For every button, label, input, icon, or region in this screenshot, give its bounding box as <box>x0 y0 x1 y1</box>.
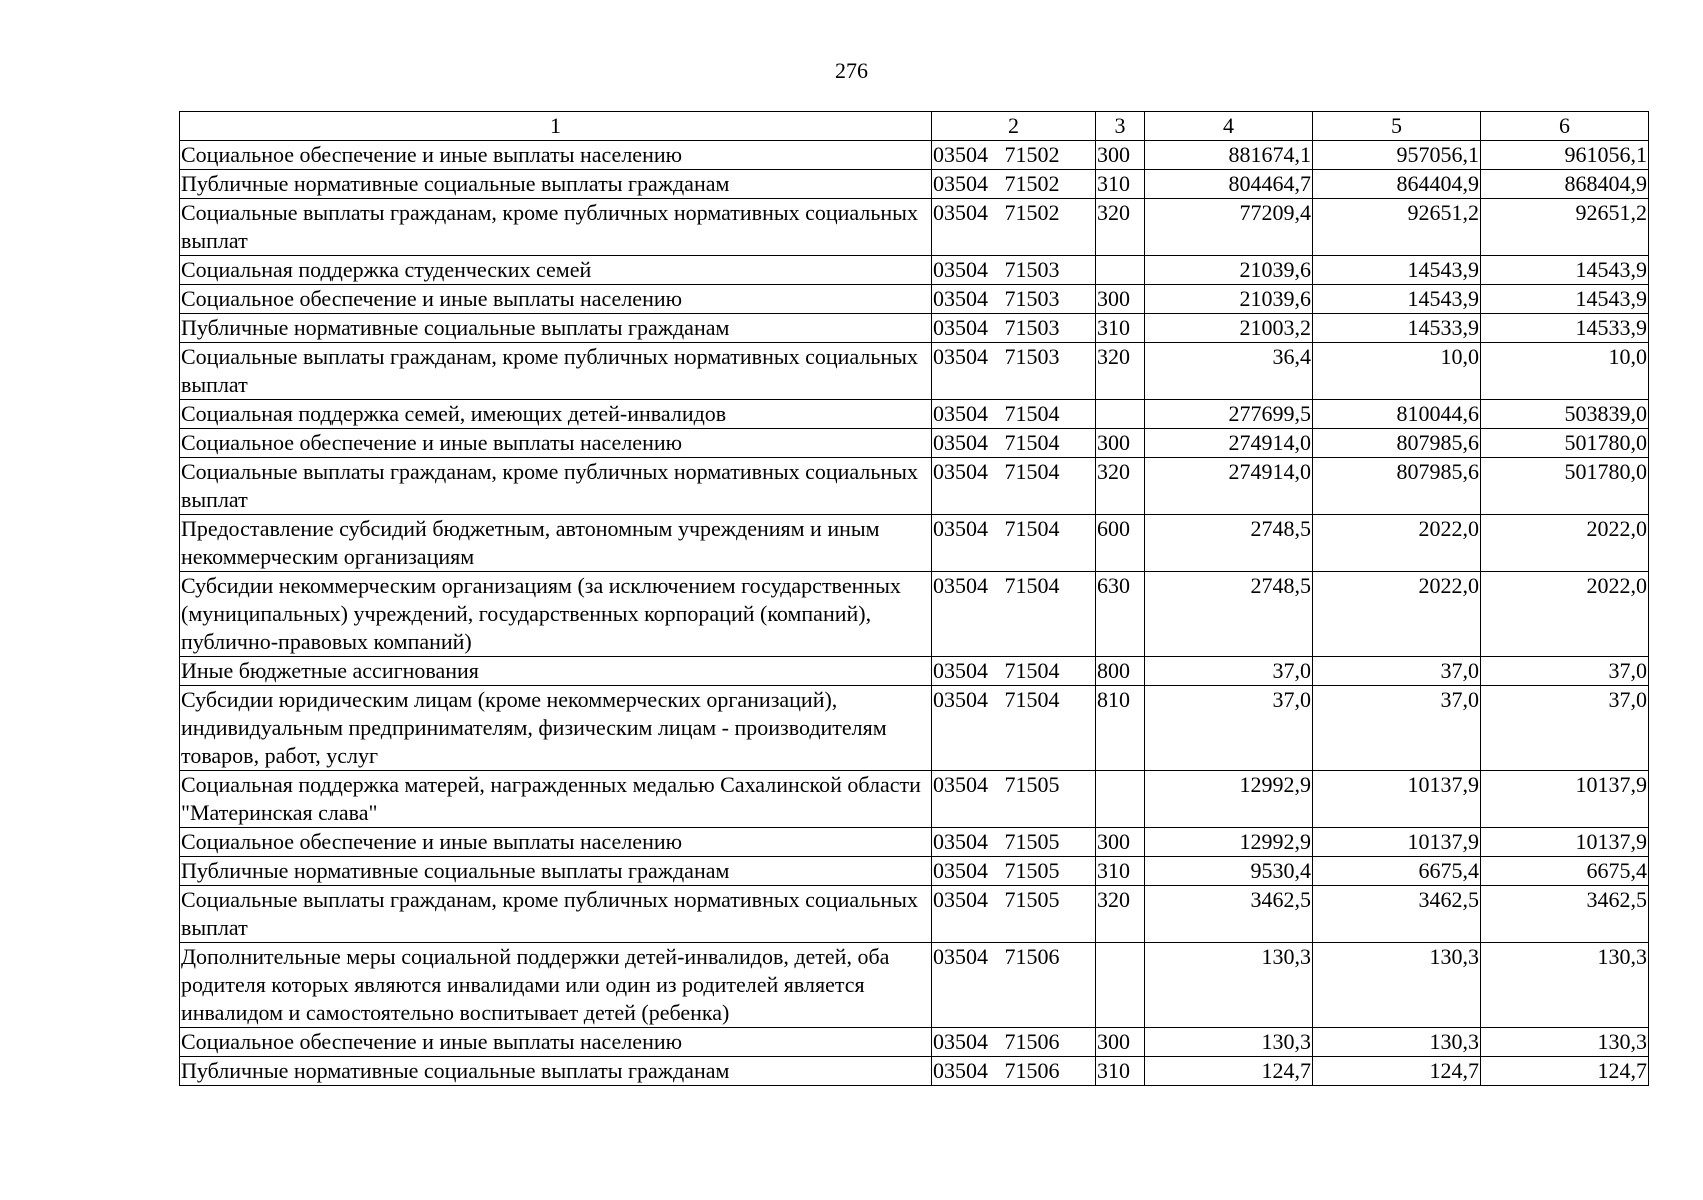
budget-code: 03504 71505 <box>932 857 1096 886</box>
table-row <box>180 141 1649 170</box>
budget-code: 03504 71504 <box>932 686 1096 771</box>
amount-col-6: 10137,9 <box>1481 828 1649 857</box>
amount-col-6: 14533,9 <box>1481 314 1649 343</box>
amount-col-5: 14543,9 <box>1313 256 1481 285</box>
budget-code: 03504 71504 <box>932 458 1096 515</box>
expense-type: 320 <box>1096 199 1145 256</box>
item-name: Социальное обеспечение и иные выплаты населению <box>180 828 932 857</box>
amount-col-4: 21039,6 <box>1145 285 1313 314</box>
amount-col-4: 3462,5 <box>1145 886 1313 943</box>
budget-code: 03504 71504 <box>932 400 1096 429</box>
amount-col-5: 807985,6 <box>1313 458 1481 515</box>
amount-col-6: 2022,0 <box>1481 572 1649 657</box>
budget-code: 03504 71502 <box>932 170 1096 199</box>
amount-col-5: 130,3 <box>1313 943 1481 1028</box>
table-row <box>180 343 1649 400</box>
expense-type: 300 <box>1096 429 1145 458</box>
item-name: Субсидии некоммерческим организациям (за исключением государственных (муниципальных) учреждений, государственных корпораций (компаний), публично-правовых компаний) <box>180 572 932 657</box>
amount-col-4: 130,3 <box>1145 1028 1313 1057</box>
expense-type: 320 <box>1096 458 1145 515</box>
budget-code: 03504 71503 <box>932 256 1096 285</box>
item-name: Социальная поддержка студенческих семей <box>180 256 932 285</box>
header-row <box>180 112 1649 141</box>
item-name: Публичные нормативные социальные выплаты гражданам <box>180 314 932 343</box>
item-name: Предоставление субсидий бюджетным, автономным учреждениям и иным некоммерческим организациям <box>180 515 932 572</box>
amount-col-6: 130,3 <box>1481 943 1649 1028</box>
amount-col-4: 130,3 <box>1145 943 1313 1028</box>
expense-type: 800 <box>1096 657 1145 686</box>
amount-col-5: 6675,4 <box>1313 857 1481 886</box>
header-cell-6: 6 <box>1481 112 1649 141</box>
budget-code: 03504 71505 <box>932 771 1096 828</box>
table-row <box>180 572 1649 657</box>
expense-type <box>1096 943 1145 1028</box>
amount-col-6: 92651,2 <box>1481 199 1649 256</box>
header-cell-5: 5 <box>1313 112 1481 141</box>
table-body <box>180 141 1649 1086</box>
amount-col-4: 274914,0 <box>1145 429 1313 458</box>
amount-col-5: 14533,9 <box>1313 314 1481 343</box>
budget-code: 03504 71502 <box>932 199 1096 256</box>
amount-col-4: 124,7 <box>1145 1057 1313 1086</box>
item-name: Иные бюджетные ассигнования <box>180 657 932 686</box>
table-row <box>180 857 1649 886</box>
expense-type: 300 <box>1096 828 1145 857</box>
item-name: Социальное обеспечение и иные выплаты населению <box>180 1028 932 1057</box>
amount-col-4: 77209,4 <box>1145 199 1313 256</box>
amount-col-6: 130,3 <box>1481 1028 1649 1057</box>
amount-col-6: 14543,9 <box>1481 256 1649 285</box>
expense-type: 600 <box>1096 515 1145 572</box>
amount-col-6: 501780,0 <box>1481 458 1649 515</box>
expense-type: 300 <box>1096 141 1145 170</box>
budget-code: 03504 71506 <box>932 1057 1096 1086</box>
expense-type <box>1096 256 1145 285</box>
amount-col-4: 37,0 <box>1145 657 1313 686</box>
amount-col-6: 6675,4 <box>1481 857 1649 886</box>
amount-col-4: 37,0 <box>1145 686 1313 771</box>
table-row <box>180 199 1649 256</box>
table-row <box>180 943 1649 1028</box>
table-row <box>180 285 1649 314</box>
amount-col-5: 10,0 <box>1313 343 1481 400</box>
amount-col-6: 501780,0 <box>1481 429 1649 458</box>
item-name: Социальное обеспечение и иные выплаты населению <box>180 429 932 458</box>
table-row <box>180 686 1649 771</box>
amount-col-4: 9530,4 <box>1145 857 1313 886</box>
table-row <box>180 314 1649 343</box>
budget-code: 03504 71505 <box>932 886 1096 943</box>
item-name: Социальная поддержка семей, имеющих детей-инвалидов <box>180 400 932 429</box>
expense-type <box>1096 400 1145 429</box>
amount-col-5: 37,0 <box>1313 657 1481 686</box>
table-row <box>180 1028 1649 1057</box>
amount-col-4: 277699,5 <box>1145 400 1313 429</box>
item-name: Публичные нормативные социальные выплаты гражданам <box>180 170 932 199</box>
table-row <box>180 458 1649 515</box>
item-name: Субсидии юридическим лицам (кроме некоммерческих организаций), индивидуальным предпринимателям, физическим лицам - производителям товаров, работ, услуг <box>180 686 932 771</box>
amount-col-5: 3462,5 <box>1313 886 1481 943</box>
expense-type: 310 <box>1096 314 1145 343</box>
item-name: Социальные выплаты гражданам, кроме публичных нормативных социальных выплат <box>180 343 932 400</box>
table-row <box>180 1057 1649 1086</box>
amount-col-6: 124,7 <box>1481 1057 1649 1086</box>
amount-col-4: 21039,6 <box>1145 256 1313 285</box>
budget-table <box>179 111 1649 1086</box>
page-number: 276 <box>835 58 868 83</box>
item-name: Социальное обеспечение и иные выплаты населению <box>180 285 932 314</box>
amount-col-6: 2022,0 <box>1481 515 1649 572</box>
amount-col-5: 2022,0 <box>1313 572 1481 657</box>
amount-col-6: 503839,0 <box>1481 400 1649 429</box>
budget-code: 03504 71506 <box>932 943 1096 1028</box>
table-row <box>180 170 1649 199</box>
budget-code: 03504 71504 <box>932 657 1096 686</box>
amount-col-6: 868404,9 <box>1481 170 1649 199</box>
expense-type: 310 <box>1096 1057 1145 1086</box>
amount-col-5: 864404,9 <box>1313 170 1481 199</box>
amount-col-4: 2748,5 <box>1145 515 1313 572</box>
item-name: Социальные выплаты гражданам, кроме публичных нормативных социальных выплат <box>180 458 932 515</box>
amount-col-4: 804464,7 <box>1145 170 1313 199</box>
expense-type: 320 <box>1096 343 1145 400</box>
amount-col-5: 37,0 <box>1313 686 1481 771</box>
budget-code: 03504 71502 <box>932 141 1096 170</box>
expense-type: 300 <box>1096 1028 1145 1057</box>
amount-col-4: 12992,9 <box>1145 771 1313 828</box>
amount-col-6: 37,0 <box>1481 686 1649 771</box>
amount-col-4: 36,4 <box>1145 343 1313 400</box>
item-name: Социальные выплаты гражданам, кроме публичных нормативных социальных выплат <box>180 886 932 943</box>
budget-code: 03504 71506 <box>932 1028 1096 1057</box>
amount-col-5: 10137,9 <box>1313 771 1481 828</box>
expense-type: 300 <box>1096 285 1145 314</box>
amount-col-6: 3462,5 <box>1481 886 1649 943</box>
budget-code: 03504 71503 <box>932 314 1096 343</box>
amount-col-5: 957056,1 <box>1313 141 1481 170</box>
header-cell-4: 4 <box>1145 112 1313 141</box>
budget-code: 03504 71503 <box>932 343 1096 400</box>
table-row <box>180 256 1649 285</box>
item-name: Дополнительные меры социальной поддержки детей-инвалидов, детей, оба родителя которых являются инвалидами или один из родителей является инвалидом и самостоятельно воспитывает детей (ребенка) <box>180 943 932 1028</box>
table-row <box>180 828 1649 857</box>
expense-type: 630 <box>1096 572 1145 657</box>
budget-code: 03504 71504 <box>932 515 1096 572</box>
amount-col-5: 14543,9 <box>1313 285 1481 314</box>
amount-col-5: 807985,6 <box>1313 429 1481 458</box>
amount-col-5: 2022,0 <box>1313 515 1481 572</box>
header-cell-1: 1 <box>180 112 932 141</box>
header-cell-2: 2 <box>932 112 1096 141</box>
amount-col-6: 37,0 <box>1481 657 1649 686</box>
table-row <box>180 515 1649 572</box>
table-row <box>180 400 1649 429</box>
amount-col-4: 274914,0 <box>1145 458 1313 515</box>
expense-type: 310 <box>1096 857 1145 886</box>
table-row <box>180 886 1649 943</box>
item-name: Социальная поддержка матерей, награжденных медалью Сахалинской области "Материнская слава" <box>180 771 932 828</box>
item-name: Публичные нормативные социальные выплаты гражданам <box>180 1057 932 1086</box>
budget-code: 03504 71503 <box>932 285 1096 314</box>
table-row <box>180 771 1649 828</box>
item-name: Социальное обеспечение и иные выплаты населению <box>180 141 932 170</box>
expense-type: 320 <box>1096 886 1145 943</box>
table-row <box>180 429 1649 458</box>
amount-col-4: 2748,5 <box>1145 572 1313 657</box>
amount-col-5: 10137,9 <box>1313 828 1481 857</box>
amount-col-4: 881674,1 <box>1145 141 1313 170</box>
budget-code: 03504 71505 <box>932 828 1096 857</box>
amount-col-6: 10137,9 <box>1481 771 1649 828</box>
expense-type: 310 <box>1096 170 1145 199</box>
item-name: Социальные выплаты гражданам, кроме публичных нормативных социальных выплат <box>180 199 932 256</box>
amount-col-6: 961056,1 <box>1481 141 1649 170</box>
amount-col-6: 10,0 <box>1481 343 1649 400</box>
amount-col-5: 810044,6 <box>1313 400 1481 429</box>
amount-col-4: 21003,2 <box>1145 314 1313 343</box>
amount-col-5: 130,3 <box>1313 1028 1481 1057</box>
amount-col-4: 12992,9 <box>1145 828 1313 857</box>
amount-col-5: 92651,2 <box>1313 199 1481 256</box>
budget-code: 03504 71504 <box>932 429 1096 458</box>
expense-type <box>1096 771 1145 828</box>
item-name: Публичные нормативные социальные выплаты гражданам <box>180 857 932 886</box>
amount-col-6: 14543,9 <box>1481 285 1649 314</box>
budget-code: 03504 71504 <box>932 572 1096 657</box>
table-header <box>180 112 1649 141</box>
expense-type: 810 <box>1096 686 1145 771</box>
header-cell-3: 3 <box>1096 112 1145 141</box>
amount-col-5: 124,7 <box>1313 1057 1481 1086</box>
table-row <box>180 657 1649 686</box>
